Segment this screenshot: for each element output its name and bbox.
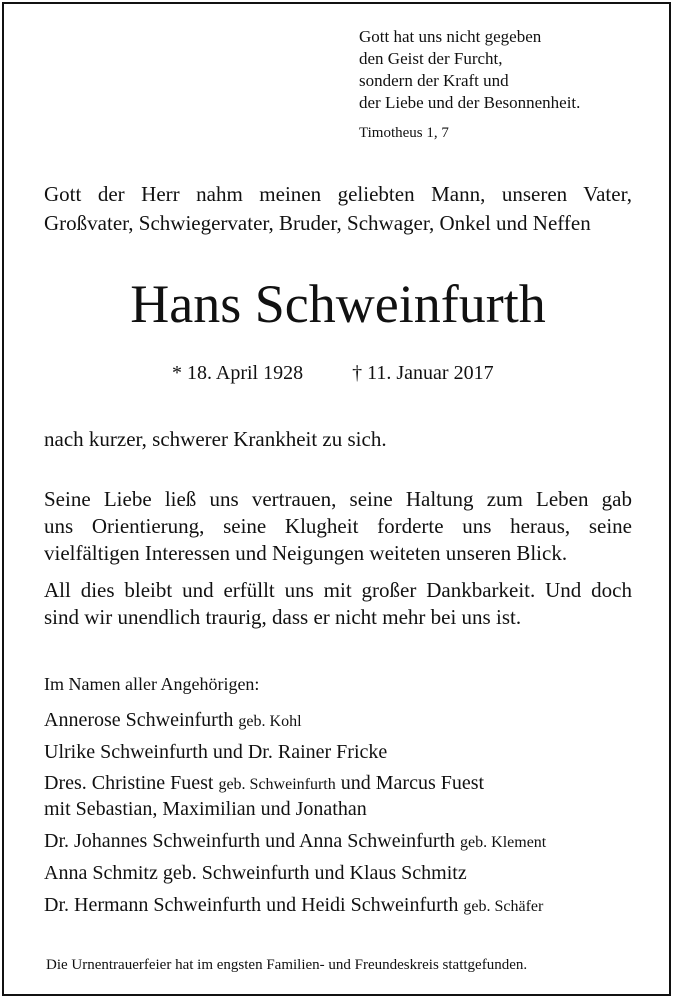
paragraph-line: vielfältigen Interessen und Neigungen weiteten unseren Blick. (44, 541, 568, 565)
paragraph-illness: nach kurzer, schwerer Krankheit zu sich. (44, 427, 387, 451)
family-entry (44, 707, 644, 735)
intro-text (44, 180, 632, 238)
closing-note: Die Urnentrauerfeier hat im engsten Familien- und Freundeskreis stattgefunden. (46, 957, 528, 973)
family-entry: Ulrike Schweinfurth und Dr. Rainer Fricke (44, 741, 388, 763)
paragraph-line: All dies bleibt und erfüllt uns mit großer Dankbarkeit. Und doch (44, 578, 632, 602)
paragraph-line: sind wir unendlich traurig, dass er nicht mehr bei uns ist. (44, 605, 522, 629)
paragraph-tribute (44, 486, 632, 567)
paragraph-gratitude (44, 577, 632, 631)
family-entry: Anna Schmitz geb. Schweinfurth und Klaus Schmitz (44, 862, 467, 884)
deceased-name: Hans Schweinfurth (130, 274, 546, 334)
maiden-name: geb. Klement (460, 834, 547, 851)
verse-line: den Geist der Furcht, (359, 49, 503, 68)
family-name: Annerose Schweinfurth (44, 709, 234, 731)
birth-date: * 18. April 1928 (172, 362, 304, 384)
family-name: Dr. Johannes Schweinfurth und Anna Schweinfurth (44, 830, 456, 852)
verse-line: Gott hat uns nicht gegeben (359, 27, 542, 46)
family-entry (44, 770, 644, 798)
intro-line: Gott der Herr nahm meinen geliebten Mann, unseren Vater, (44, 182, 632, 206)
family-name: Dr. Hermann Schweinfurth und Heidi Schweinfurth (44, 894, 459, 916)
paragraph-line: uns Orientierung, seine Klugheit forderte uns heraus, seine (44, 514, 632, 538)
intro-line: Großvater, Schwiegervater, Bruder, Schwager, Onkel und Neffen (44, 211, 591, 235)
family-entry (44, 828, 644, 856)
verse-line: der Liebe und der Besonnenheit. (359, 93, 581, 112)
verse-line: sondern der Kraft und (359, 71, 509, 90)
family-name: und Marcus Fuest (340, 772, 485, 794)
maiden-name: geb. Kohl (238, 713, 302, 730)
family-name: Dres. Christine Fuest (44, 772, 214, 794)
bible-verse (359, 26, 580, 144)
paragraph-line: Seine Liebe ließ uns vertrauen, seine Haltung zum Leben gab (44, 487, 632, 511)
family-entry-children: mit Sebastian, Maximilian und Jonathan (44, 798, 367, 820)
death-date: † 11. Januar 2017 (352, 362, 494, 384)
verse-reference: Timotheus 1, 7 (359, 125, 449, 141)
maiden-name: geb. Schäfer (463, 898, 544, 915)
maiden-name: geb. Schweinfurth (218, 776, 336, 793)
life-dates (172, 361, 494, 385)
family-entry (44, 892, 644, 920)
mourners-heading: Im Namen aller Angehörigen: (44, 674, 260, 694)
